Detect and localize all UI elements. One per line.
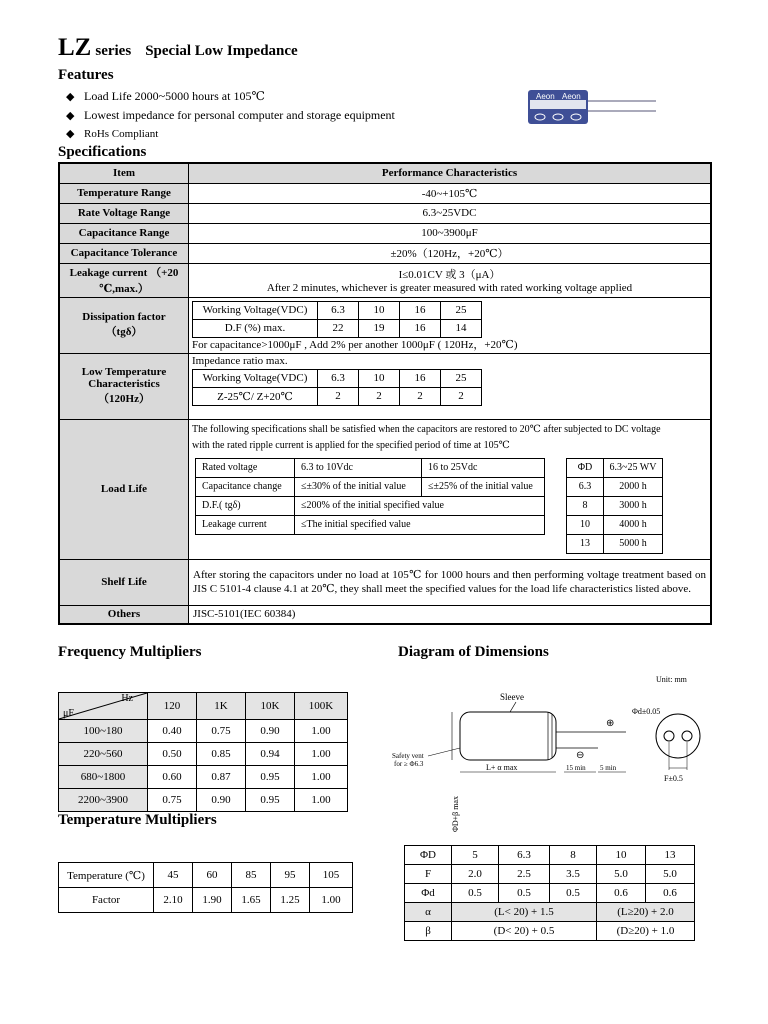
list-item: ◆ Load Life 2000~5000 hours at 105℃: [66, 89, 265, 103]
lead-diameter-label: Φd±0.05: [632, 707, 661, 716]
table-row: Capacitance Range 100~3900μF: [59, 223, 711, 243]
table-row: 2200~3900 0.75 0.90 0.95 1.00: [59, 789, 348, 812]
list-item: ◆ RoHs Compliant: [66, 128, 159, 140]
table-row: α (L< 20) + 1.5 (L≥20) + 2.0: [405, 903, 695, 922]
series-name: LZ: [58, 34, 92, 61]
table-row: 220~560 0.50 0.85 0.94 1.00: [59, 743, 348, 766]
features-list: [66, 88, 395, 145]
corner-cell: Hz μF: [59, 693, 148, 720]
col-performance: Performance Characteristics: [189, 163, 712, 183]
safety-vent-label: Safety vent: [392, 752, 424, 760]
diamond-bullet-icon: ◆: [66, 128, 75, 140]
table-row: 680~1800 0.60 0.87 0.95 1.00: [59, 766, 348, 789]
frequency-table: [58, 692, 348, 812]
diamond-bullet-icon: ◆: [66, 91, 75, 103]
table-row: Temperature (℃) 45 60 85 95 105: [59, 863, 353, 888]
low-temp-table: Working Voltage(VDC) 6.3 10 16 25 Z-25℃/ Z+20℃ 2 2 2 2: [192, 369, 482, 406]
table-row: 100~180 0.40 0.75 0.90 1.00: [59, 720, 348, 743]
dissipation-note: For capacitance>1000μF , Add 2% per another 1000μF ( 120Hz，+20℃): [192, 338, 518, 351]
temperature-heading: Temperature Multipliers: [58, 812, 217, 828]
table-row: Dissipation factor （tgδ） Working Voltage(VDC) 6.3 10 16 25 D.F (%) max. 22 19 16 14 For capacitance>1000μF , Add 2% per another 1000μF ( 120Hz，+20℃): [59, 297, 711, 353]
table-header-row: Hz μF 120 1K 10K 100K: [59, 693, 348, 720]
features-heading: Features: [58, 67, 114, 83]
table-row: Low Temperature Characteristics （120Hz） Impedance ratio max. Working Voltage(VDC) 6.3 10 16 25 Z-25℃/ Z+20℃ 2 2 2 2: [59, 353, 711, 419]
plus-icon: ⊕: [606, 718, 615, 729]
photo-brand-1: Aeon: [536, 92, 555, 101]
table-row: Factor 2.10 1.90 1.65 1.25 1.00: [59, 888, 353, 913]
load-life-table: Rated voltage 6.3 to 10Vdc 16 to 25Vdc Capacitance change ≤±30% of the initial value ≤±25% of the initial value D.F.( tgδ) ≤200% of the initial specified value Leakage current ≤The initial specified value: [195, 458, 545, 535]
table-row: β (D< 20) + 0.5 (D≥20) + 1.0: [405, 922, 695, 941]
list-item: ◆ Lowest impedance for personal computer and storage equipment: [66, 108, 395, 122]
frequency-heading: Frequency Multipliers: [58, 644, 202, 660]
specifications-heading: Specifications: [58, 144, 147, 160]
table-row: ΦD 5 6.3 8 10 13: [405, 846, 695, 865]
col-item: Item: [59, 163, 189, 183]
dissipation-table: Working Voltage(VDC) 6.3 10 16 25 D.F (%) max. 22 19 16 14: [192, 301, 482, 338]
sleeve-label: Sleeve: [500, 692, 524, 702]
dimension-diagram: [388, 668, 710, 832]
life-hours-table: ΦD 6.3~25 WV 6.3 2000 h 8 3000 h 10 4000 h 13 5000 h: [566, 458, 663, 554]
temperature-table: [58, 862, 353, 913]
specifications-table: [58, 162, 712, 625]
table-row: Load Life The following specifications shall be satisfied when the capacitors are restored to 20℃ after subjected to DC voltage with the rated ripple current is applied for the specified period of time at 105℃ Rated voltage 6.3 to 10Vdc 16 to 25Vdc Capacitance change ≤±30% of the initial value ≤±25% of the initial value D.F.( tgδ) ≤200% of the initial specified value Leakage current ≤The initial specified value ΦD 6.3~25 WV 6.3 2000 h 8 3000 h 10 4000 h 13 5000 h: [59, 419, 711, 559]
dimensions-table: [404, 845, 695, 941]
pitch-label: F±0.5: [664, 774, 683, 783]
lead-length-1: 15 min: [566, 764, 586, 772]
table-row: F 2.0 2.5 3.5 5.0 5.0: [405, 865, 695, 884]
diameter-label: ΦD+β max: [451, 796, 460, 832]
series-word: series: [95, 43, 132, 59]
table-row: Temperature Range -40~+105℃: [59, 183, 711, 203]
table-row: Capacitance Tolerance ±20%（120Hz，+20℃）: [59, 243, 711, 263]
photo-brand-2: Aeon: [562, 92, 581, 101]
table-header-row: [59, 163, 711, 183]
diamond-bullet-icon: ◆: [66, 110, 75, 122]
table-row: Others JISC-5101(IEC 60384): [59, 605, 711, 624]
capacitor-photo: [528, 88, 658, 126]
unit-label: Unit: mm: [656, 675, 687, 684]
lead-length-2: 5 min: [600, 764, 617, 772]
minus-icon: ⊖: [576, 750, 585, 761]
series-subtitle: Special Low Impedance: [145, 43, 298, 59]
diagram-heading: Diagram of Dimensions: [398, 644, 549, 660]
table-row: Rate Voltage Range 6.3~25VDC: [59, 203, 711, 223]
table-row: Shelf Life After storing the capacitors under no load at 105℃ for 1000 hours and then performing voltage treatment based on JIS C 5101-4 clause 4.1 at 20℃, they shall meet the specified values for the load life characteristics listed above.: [59, 559, 711, 605]
page-title: [58, 34, 298, 62]
length-label: L+ α max: [486, 763, 518, 772]
table-row: Φd 0.5 0.5 0.5 0.6 0.6: [405, 884, 695, 903]
table-row: Leakage current （+20 ℃,max.） I≤0.01CV 或 3（μA） After 2 minutes, whichever is greater measured with rated working voltage applied: [59, 263, 711, 297]
safety-vent-condition: for ≥ Φ6.3: [394, 760, 424, 768]
